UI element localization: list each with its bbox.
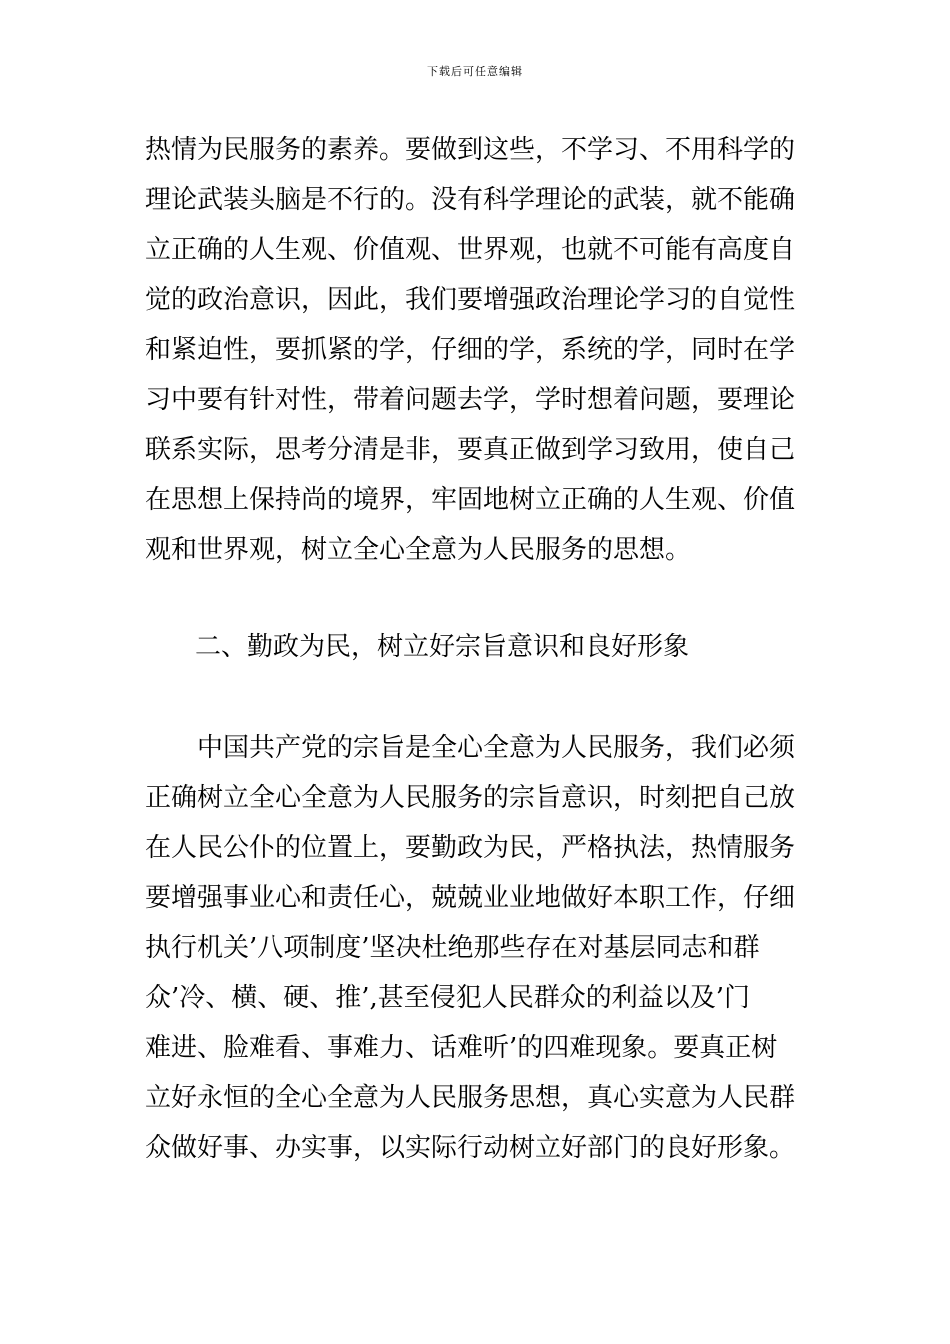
paragraph-line: 中国共产党的宗旨是全心全意为人民服务，我们必须 xyxy=(197,733,796,763)
paragraph-line: 众做好事、办实事，以实际行动树立好部门的良好形象。 xyxy=(145,1133,796,1163)
paragraph-line: 难进、脸难看、事难力、话难听’的四难现象。要真正树 xyxy=(145,1033,778,1063)
paragraph-line: 在人民公仆的位置上，要勤政为民，严格执法，热情服务 xyxy=(145,833,796,863)
paragraph-line: 觉的政治意识，因此，我们要增强政治理论学习的自觉性 xyxy=(145,285,796,315)
paragraph-line: 要增强事业心和责任心，兢兢业业地做好本职工作，仔细 xyxy=(145,883,796,913)
paragraph-line: 理论武装头脑是不行的。没有科学理论的武装，就不能确 xyxy=(145,185,796,215)
section-heading: 二、勤政为民，树立好宗旨意识和良好形象 xyxy=(195,632,690,662)
paragraph-line: 众’冷、横、硬、推’,甚至侵犯人民群众的利益以及’门 xyxy=(145,983,751,1013)
paragraph-line: 习中要有针对性，带着问题去学，学时想着问题，要理论 xyxy=(145,385,796,415)
paragraph-line: 执行机关’八项制度’坚决杜绝那些存在对基层同志和群 xyxy=(145,933,760,963)
paragraph-line: 立好永恒的全心全意为人民服务思想，真心实意为人民群 xyxy=(145,1083,796,1113)
paragraph-line: 在思想上保持尚的境界，牢固地树立正确的人生观、价值 xyxy=(145,485,796,515)
paragraph-line: 正确树立全心全意为人民服务的宗旨意识，时刻把自己放 xyxy=(145,783,796,813)
page-header-note: 下载后可任意编辑 xyxy=(427,65,523,78)
paragraph-line: 观和世界观，树立全心全意为人民服务的思想。 xyxy=(145,535,692,565)
paragraph-line: 立正确的人生观、价值观、世界观，也就不可能有高度自 xyxy=(145,235,796,265)
paragraph-line: 和紧迫性，要抓紧的学，仔细的学，系统的学，同时在学 xyxy=(145,335,796,365)
paragraph-line: 热情为民服务的素养。要做到这些，不学习、不用科学的 xyxy=(145,135,796,165)
paragraph-line: 联系实际，思考分清是非，要真正做到学习致用，使自己 xyxy=(145,435,796,465)
